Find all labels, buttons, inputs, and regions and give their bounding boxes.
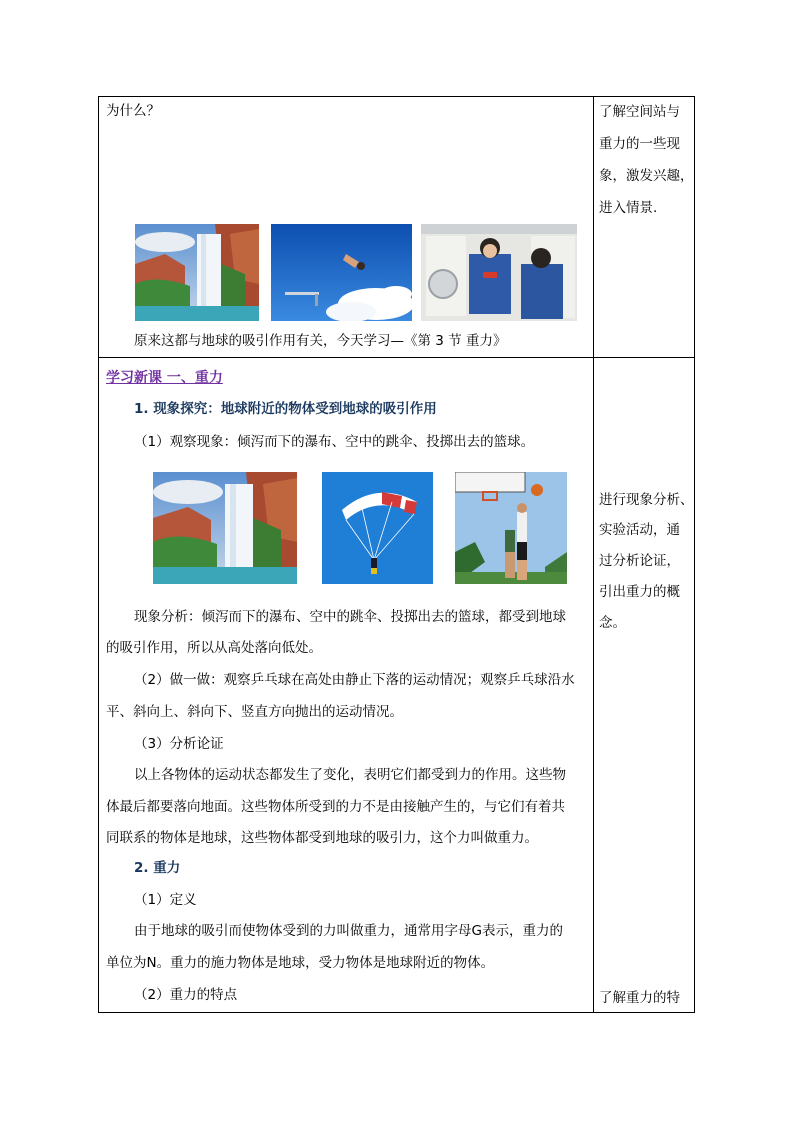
argue-line-2: 体最后都要落向地面。这些物体所受到的力不是由接触产生的，与它们有着共 [106, 799, 565, 815]
side-note-line: 引出重力的概 [599, 584, 680, 600]
side-note-line: 了解重力的特 [599, 990, 680, 1006]
side-note-line: 进入情景. [599, 200, 658, 216]
definition-title: （1）定义 [134, 892, 197, 908]
doit-line-1: （2）做一做：观察乒乓球在高处由静止下落的运动情况；观察乒乓球沿水 [134, 672, 575, 688]
analysis-line-1: 现象分析：倾泻而下的瀑布、空中的跳伞、投掷出去的篮球，都受到地球 [134, 609, 566, 625]
side-note-line: 象，激发兴趣， [599, 168, 694, 184]
side-note-line: 重力的一些现 [599, 136, 680, 152]
heading-phenomenon: 1. 现象探究：地球附近的物体受到地球的吸引作用 [134, 401, 437, 417]
argue-line-1: 以上各物体的运动状态都发生了变化，表明它们都受到力的作用。这些物 [134, 767, 566, 783]
argue-title: （3）分析论证 [134, 736, 224, 752]
side-note-line: 念。 [599, 615, 626, 631]
parachute-image [322, 472, 433, 584]
astronauts-image [421, 224, 577, 321]
doit-line-2: 平、斜向上、斜向下、竖直方向抛出的运动情况。 [106, 704, 403, 720]
column-divider [593, 97, 594, 1012]
heading-gravity: 2. 重力 [134, 860, 181, 876]
waterfall-image [135, 224, 259, 321]
side-note-line: 了解空间站与 [599, 104, 680, 120]
definition-line-1: 由于地球的吸引而使物体受到的力叫做重力，通常用字母G表示，重力的 [134, 923, 563, 939]
row1-caption: 原来这都与地球的吸引作用有关，今天学习—《第 3 节 重力》 [134, 333, 507, 349]
diver-image [271, 224, 412, 321]
side-note-line: 过分析论证， [599, 553, 680, 569]
side-note-line: 实验活动，通 [599, 522, 680, 538]
argue-line-3: 同联系的物体是地球，这些物体都受到地球的吸引力，这个力叫做重力。 [106, 830, 538, 846]
side-note-line: 进行现象分析、 [599, 492, 694, 508]
row-divider [99, 357, 694, 358]
definition-line-2: 单位为N。重力的施力物体是地球，受力物体是地球附近的物体。 [106, 955, 495, 971]
observe-text: （1）观察现象：倾泻而下的瀑布、空中的跳伞、投掷出去的篮球。 [134, 434, 535, 450]
analysis-line-2: 的吸引作用，所以从高处落向低处。 [106, 640, 322, 656]
section-title: 学习新课 一、重力 [106, 370, 223, 386]
row1-question: 为什么？ [106, 103, 160, 119]
waterfall-image [153, 472, 297, 584]
feature-title: （2）重力的特点 [134, 987, 238, 1003]
basketball-image [455, 472, 567, 584]
